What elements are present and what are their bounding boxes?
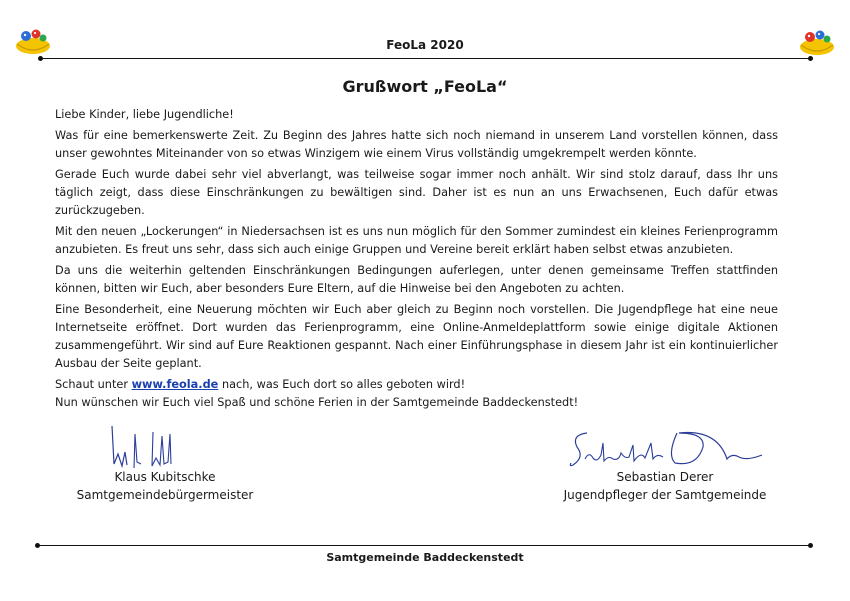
header-rule — [40, 58, 810, 59]
closing-line: Nun wünschen wir Euch viel Spaß und schöne Ferien in der Samtgemeinde Baddeckenstedt! — [55, 396, 579, 409]
header-rule-dot-right — [808, 56, 813, 61]
salutation: Liebe Kinder, liebe Jugendliche! — [55, 108, 234, 121]
footer-text: Samtgemeinde Baddeckenstedt — [326, 551, 524, 564]
paragraph: Mit den neuen „Lockerungen“ in Niedersachsen ist es uns nun möglich für den Sommer zumindest ein kleines Ferienprogramm anzubieten. Es freut uns sehr, dass sich auch einige Gruppen und Vereine bereit erklärt haben selbst etwas anzubieten. — [55, 225, 778, 256]
right-signer-role: Jugendpfleger der Samtgemeinde — [563, 488, 767, 502]
letter-body — [55, 106, 778, 397]
paragraph: Gerade Euch wurde dabei sehr viel abverlangt, was teilweise sogar immer noch anhält. Wir sind stolz darauf, dass Ihr uns täglich zeigt, dass diese Einschränkungen zu bewältigen sind. Daher ist es nun an uns Erwachsenen, Euch dafür etwas zurückzugeben. — [55, 168, 778, 217]
link-pre-text: Schaut unter — [55, 378, 132, 391]
footer-rule — [38, 545, 810, 546]
footer-rule-dot-right — [808, 543, 813, 548]
letter-title: Grußwort „FeoLa“ — [342, 77, 508, 96]
left-signer-role: Samtgemeindebürgermeister — [76, 488, 254, 502]
link-post-text: nach, was Euch dort so alles geboten wird! — [218, 378, 466, 391]
paragraph: Was für eine bemerkenswerte Zeit. Zu Beginn des Jahres hatte sich noch niemand in unserem Land vorstellen können, dass unser gewohntes Miteinander von so etwas Winzigem wie einem Virus vollständig umgekrempelt werden könnte. — [55, 129, 778, 160]
signature-kubitschke — [108, 424, 188, 469]
link-paragraph — [55, 376, 778, 394]
signature-derer — [567, 425, 767, 470]
footer-rule-dot-left — [35, 543, 40, 548]
header-rule-dot-left — [38, 56, 43, 61]
paragraph: Da uns die weiterhin geltenden Einschränkungen Bedingungen auferlegen, unter denen gemeinsame Treffen stattfinden können, bitten wir Euch, aber besonders Eure Eltern, auf die Hinweise bei den Angeboten zu achten. — [55, 264, 778, 295]
feola-website-link[interactable]: www.feola.de — [131, 378, 219, 391]
paragraph: Eine Besonderheit, eine Neuerung möchten wir Euch aber gleich zu Beginn noch vorstellen. Die Jugendpflege hat eine neue Internetseite eröffnet. Dort wurden das Ferienprogramm, eine Online-Anmeldeplattform sowie einige digitale Aktionen zusammengeführt. Wir sind auf Eure Reaktionen gespannt. Nach einer Einführungsphase in diesem Jahr ist ein kontinuierlicher Ausbau der Seite geplant. — [55, 303, 778, 370]
header-title: FeoLa 2020 — [386, 38, 464, 52]
left-signer-name: Klaus Kubitschke — [114, 470, 216, 484]
right-signer-name: Sebastian Derer — [616, 470, 714, 484]
